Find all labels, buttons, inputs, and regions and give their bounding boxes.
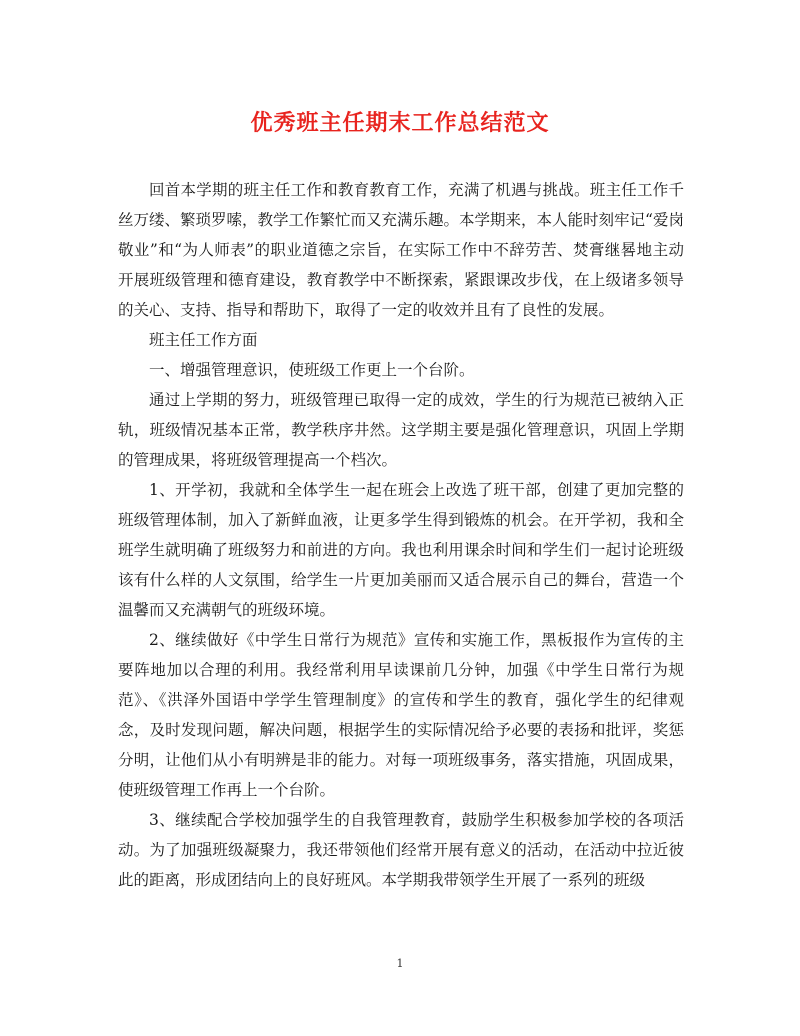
paragraph: 2、继续做好《中学生日常行为规范》宣传和实施工作，黑板报作为宣传的主要阵地加以合理的利用。我经常利用早读课前几分钟，加强《中学生日常行为规范》、《洪泽外国语中学学生管理制度》的宣传和学生的教育，强化学生的纪律观念，及时发现问题，解决问题，根据学生的实际情况给予必要的表扬和批评，奖惩分明，让他们从小有明辨是非的能力。对每一项班级事务，落实措施，巩固成果，使班级管理工作再上一个台阶。 [118,631,684,799]
paragraph-intro: 回首本学期的班主任工作和教育教育工作，充满了机遇与挑战。班主任工作千丝万缕、繁琐罗嗦，教学工作繁忙而又充满乐趣。本学期来，本人能时刻牢记“爱岗敬业”和“为人师表”的职业道德之宗旨，在实际工作中不辞劳苦、焚膏继晷地主动开展班级管理和德育建设，教育教学中不断探索，紧跟课改步伐，在上级诸多领导的关心、支持、指导和帮助下，取得了一定的收效并且有了良性的发展。 [118,181,684,319]
document-body [118,175,684,895]
document-title: 优秀班主任期末工作总结范文 [250,110,550,136]
paragraph: 3、继续配合学校加强学生的自我管理教育，鼓励学生积极参加学校的各项活动。为了加强班级凝聚力，我还带领他们经常开展有意义的活动，在活动中拉近彼此的距离，形成团结向上的良好班风。本学期我带领学生开展了一系列的班级 [118,811,684,889]
paragraph: 1、开学初，我就和全体学生一起在班会上改选了班干部，创建了更加完整的班级管理体制，加入了新鲜血液，让更多学生得到锻炼的机会。在开学初，我和全班学生就明确了班级努力和前进的方向。我也利用课余时间和学生们一起讨论班级该有什么样的人文氛围，给学生一片更加美丽而又适合展示自己的舞台，营造一个温馨而又充满朝气的班级环境。 [118,481,684,619]
section-heading: 班主任工作方面 [149,331,258,349]
subsection-heading: 一、增强管理意识，使班级工作更上一个台阶。 [149,361,475,379]
paragraph: 通过上学期的努力，班级管理已取得一定的成效，学生的行为规范已被纳入正轨，班级情况基本正常，教学秩序井然。这学期主要是强化管理意识，巩固上学期的管理成果，将班级管理提高一个档次。 [118,391,684,469]
page-number: 1 [396,957,404,970]
